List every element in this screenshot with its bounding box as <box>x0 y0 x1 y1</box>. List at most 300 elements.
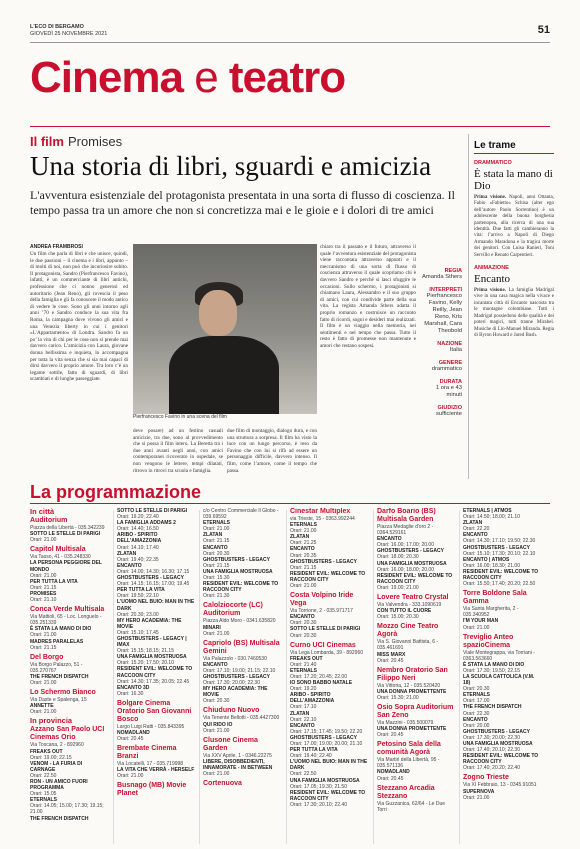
cinema-address: via Trieste, 15 - 0363.992244 <box>290 516 355 522</box>
cinema-block <box>290 508 368 589</box>
listing-column <box>377 508 455 844</box>
cinema-address: Via XI Febbraio, 13 - 0345.91051 <box>463 782 537 789</box>
film-times: Orari: 14.30; 17.10; 19.50; 22.30 <box>463 538 536 545</box>
cinema-name: Cortenuova <box>203 780 242 788</box>
film-title: ETERNALS <box>463 692 490 699</box>
film-times: Orari: 17.30; 20.10; 22.40 <box>290 801 347 808</box>
column-1-text: Un film che parla di libri e che unisce, quindi, le due passioni – il cinema e i libri, appunto – di molti di noi, non può che incuriosire subito. Il protagonista, Sandro (Pierfrancesco Favino), infatti, è un commerciante di libri antichi, professione che ci nonno generosi ed autoritario (Jean Reno), gli rovescia il peso della famiglia e gli fa conoscere il modo antico di vedere le cose. Sono gli anni intorno agli anni ’70 e Sandro conduce la sua vita fra Roma, la campagna dove vivono gli amici e una Venezia liberty in cui i genitori «L’Appartamento» di Londra. Sandro fa un po’ la vita di chi per le cose non si prende mai davvero carico. L’amicizia con Laura, giovane donna bellissima e inquieta, lo accompagna per tutta la vita senza che si sia mai capaci di dirsi davvero il proprio amore. Tra loro c’è un legame sottile, fatto di sguardi, di libri scambiati e di lunghe passeggiate. <box>30 251 128 383</box>
film-title: GHOSTBUSTERS - LEGACY <box>377 548 444 555</box>
sidebar-item-body: La famiglia Madrigal vive in una casa magica nella vivace e incantata città di Encanto nascosta tra le montagne colombiane. Tutti i Madrigal possiedono delle qualità e dei poteri magici, tutti tranne Mirabel. Musiche di Lin-Manuel Miranda. Regia di Byron Howard e Jared Bush. <box>474 288 555 338</box>
film-title: L'UOMO NEL BUIO: MAN IN THE DARK <box>117 599 195 612</box>
film-times: Orari: 20.30 <box>290 632 317 639</box>
film-title: UNA FAMIGLIA MOSTRUOSA <box>377 560 447 567</box>
film-title: ENCANTO 3D <box>117 684 150 691</box>
film-title: RESIDENT EVIL: WELCOME TO RACCOON CITY <box>463 753 539 766</box>
film-times: Orari: 22.30 <box>463 710 490 717</box>
cinema-block <box>377 667 455 701</box>
article-column-3 <box>227 428 317 473</box>
area-heading: In città <box>30 508 55 516</box>
film-times: Orari: 20.35 <box>290 552 317 559</box>
sidebar-item-body: Napoli, anni Ottanta, Fabio «Fabietto» Schisa (alter ego dell’autore Paolo Sorrentino) è un adolescente della buona borghesia partenopea, alla ricerca di una sua identità. Due fatti gli cambieranno la vita: l’arrivo a Napoli di Diego Armando Maradona e la tragica morte dei genitori. Con Luisa Ranieri, Toni Servillo e Renato Carpentieri. <box>474 195 554 258</box>
film-times: Orari: 15.05 <box>30 791 57 798</box>
film-title: ARIBO - SPIRITO DELL'AMAZZONIA <box>290 692 335 705</box>
cinema-block <box>377 741 455 781</box>
film-times: Orari: 19.20 <box>290 686 317 693</box>
film-times: Orari: 19.00; 22.15 <box>30 754 72 761</box>
film-times: Orari: 21.00 <box>203 526 230 533</box>
film-times: Orari: 17.00; 19.00; 20.00; 21.10 <box>290 741 363 747</box>
cinema-address: Via Guzzanica, 62/64 - Le Due Torri <box>377 800 446 813</box>
credit-value: drammatico <box>431 366 462 372</box>
cinema-block <box>203 780 281 788</box>
cinema-block <box>203 508 281 599</box>
film-title: PER TUTTA LA VITA <box>290 747 338 754</box>
film-title: È STATA LA MANO DI DIO <box>463 661 525 668</box>
film-times: Orari: 21.00 <box>463 794 490 801</box>
photo-caption: Pierfrancesco Favino in una scena del film <box>133 414 227 420</box>
film-times: Orari: 20.45 <box>377 775 404 782</box>
cinema-name: Bolgare Cinema Oratorio San Giovanni Bosco <box>117 699 192 723</box>
film-times: Orari: 14.10; 17.40 <box>117 544 159 551</box>
credit-label: REGIA <box>444 268 462 274</box>
section-word-teatro: teatro <box>228 53 346 102</box>
cinema-block <box>377 623 455 663</box>
film-times: Orari: 21.00 <box>30 632 57 639</box>
film-title: ETERNALS <box>290 522 317 529</box>
section-word-e: e <box>194 53 218 102</box>
cinema-address: Via Valvendra - 333.1090619 <box>377 602 442 609</box>
credit-value: 1 ora e 43 minuti <box>435 385 462 398</box>
sidebar-item-lead: Prima visione. <box>474 195 507 200</box>
issue-date: GIOVEDÌ 25 NOVEMBRE 2021 <box>30 31 108 37</box>
cinema-address: Via Palazzolo - 030.7460530 <box>203 655 267 662</box>
film-times: Orari: 21.00 <box>203 771 230 777</box>
cinema-name: Cinestar Multiplex <box>290 508 351 515</box>
cinema-block <box>117 700 195 742</box>
film-times: Orari: 21.15 <box>30 644 57 651</box>
film-title: RESIDENT EVIL: WELCOME TO RACCOON CITY <box>203 581 279 594</box>
film-title: PER TUTTA LA VITA <box>30 578 78 585</box>
film-title: IO SONO BABBO NATALE <box>290 680 353 687</box>
film-times: Orari: 21.00 <box>203 630 230 637</box>
programmazione-rule <box>30 503 550 504</box>
cinema-name: Auditorium <box>30 517 68 525</box>
film-title: NOMADLAND <box>117 730 150 736</box>
credit-value: Amanda Sthers <box>422 274 462 280</box>
film-times: Orari: 21.15 <box>290 564 317 571</box>
film-title: PER TUTTA LA VITA <box>117 587 165 594</box>
sidebar-divider <box>468 134 469 479</box>
film-title: GHOSTBUSTERS - LEGACY <box>203 556 270 563</box>
cinema-address: Via Tenente Bellotti - 035.4427300 <box>203 715 280 722</box>
film-times: Orari: 17.05; 19.30; 21.50 <box>290 783 347 790</box>
film-times: Orari: 17.10 <box>290 704 317 711</box>
film-times: Orari: 21.10 <box>30 597 57 604</box>
film-times: Orari: 20.45 <box>377 732 404 739</box>
cinema-block <box>117 508 195 697</box>
film-title: GHOSTBUSTERS - LEGACY <box>463 544 530 551</box>
film-times: Orari: 16.00; 17.00; 20.00 <box>377 542 434 549</box>
film-title: SOTTO LE STELLE DI PARIGI <box>290 626 361 633</box>
sidebar-item-text <box>474 195 554 259</box>
cinema-address: Via Torrione, 2 - 035.971717 <box>290 608 353 615</box>
cinema-block <box>290 592 368 638</box>
cinema-address: Piazza Medaglie d'oro 2 - 0364.529161 <box>377 524 434 537</box>
cinema-address: Via Mattioli, 65 - Loc. Longuelo - 035.251339 <box>30 614 102 627</box>
film-title: GHOSTBUSTERS - LEGACY <box>463 728 530 735</box>
film-times: Orari: 17.30; 20.00; 22.30 <box>203 680 260 687</box>
film-times: Orari: 16.00; 18.00; 20.00 <box>377 566 434 573</box>
cinema-block <box>203 602 281 636</box>
cinema-address: Via S. Giovanni Battista, 6 - 035.461691 <box>377 639 439 652</box>
cinema-block <box>377 785 455 813</box>
film-title: NOMADLAND <box>377 769 410 776</box>
film-times: Orari: 15.00; 20.30 <box>377 614 419 621</box>
film-times: Orari: 20.30 <box>290 620 317 627</box>
article-column-1 <box>30 251 128 465</box>
cinema-name: Mozzo Cine Teatro Agorà <box>377 623 439 639</box>
film-times: Orari: 14.00; 14.30; 16.30; 17.15 <box>117 568 190 575</box>
cinema-address: Via Vittoria, 12 - 035.520420 <box>377 682 441 689</box>
cinema-address: Viale Montegrappa, via Torriani - 0363.563660 <box>463 649 535 662</box>
film-title: ENCANTO <box>377 536 402 543</box>
film-title: LA SCUOLA CATTOLICA (V.M. 18) <box>463 673 535 687</box>
sidebar-item-title: Encanto <box>474 273 511 286</box>
film-times: Orari: 15.10; 17.30; 20.10; 22.10 <box>463 550 536 557</box>
sidebar-heading: Le trame <box>474 140 554 154</box>
film-title: MY HERO ACADEMIA: THE MOVIE <box>203 686 268 699</box>
cinema-block <box>30 606 108 651</box>
film-times: Orari: 22.10 <box>290 716 317 723</box>
film-title: ZLATAN <box>463 520 483 527</box>
credit-label: INTERPRETI <box>429 287 462 293</box>
cinema-block <box>117 745 195 779</box>
film-times: Orari: 20.45 <box>377 657 404 664</box>
film-title: MADRES PARALELAS <box>30 638 84 645</box>
column-separator <box>286 510 287 844</box>
cinema-name: Chiuduno Nuovo <box>203 707 260 715</box>
cinema-name: Torre Boldone Sala Gamma <box>463 590 527 606</box>
film-title: RESIDENT EVIL: WELCOME TO RACCOON CITY <box>463 568 539 582</box>
sidebar-item-genre: ANIMAZIONE <box>474 265 509 272</box>
film-title: ANNETTE <box>30 703 54 710</box>
cinema-block <box>377 508 455 591</box>
film-title: RON - UN AMICO FUORI PROGRAMMA <box>30 779 88 792</box>
cinema-name: Capriolo (BS) Multisala Gemini <box>203 639 280 655</box>
film-times: Orari: 14.05; 15.00; 17.30; 19.15; 21.00 <box>30 803 104 816</box>
film-title: GHOSTBUSTERS - LEGACY <box>117 575 184 582</box>
film-times: Orari: 21.00 <box>30 572 57 579</box>
film-title: FREAKS OUT <box>290 655 323 662</box>
article-column-4 <box>320 244 416 466</box>
film-title: UNA FAMIGLIA MOSTRUOSA <box>203 568 273 575</box>
film-title: ZLATAN <box>290 710 310 717</box>
cinema-block <box>30 546 108 603</box>
credit-label: DURATA <box>439 379 462 385</box>
film-title: GHOSTBUSTERS - LEGACY | IMAX <box>117 635 187 649</box>
credit-label: GIUDIZIO <box>437 405 462 411</box>
film-times: Orari: 14.30; 17.35; 20.05; 22.45 <box>117 678 190 685</box>
column-separator <box>113 510 114 844</box>
article-photo <box>133 244 317 414</box>
film-times: Orari: 16.00; 18.30; 21.00 <box>463 562 520 569</box>
listing-column <box>30 508 108 844</box>
film-times: Orari: 21.15 <box>203 562 230 569</box>
film-times: Orari: 19.40; 22.40 <box>290 753 332 760</box>
cinema-block <box>203 640 281 705</box>
film-title: L'UOMO NEL BUIO: MAN IN THE DARK <box>290 759 368 772</box>
cinema-name: Busnago (MB) Movie Planet <box>117 782 187 798</box>
cinema-name: Clusone Cinema Garden <box>203 736 258 752</box>
film-times: Orari: 15.50; 17.40; 20.20; 22.50 <box>463 581 536 588</box>
film-title: UNA FAMIGLIA MOSTRUOSA <box>463 741 533 747</box>
cinema-name: Azzano San Paolo UCI Cinemas Orio <box>30 726 105 742</box>
film-title: MINARI <box>203 624 221 631</box>
cinema-address: c/o Centro Commerciale Il Globo - 039.69592 <box>203 508 279 521</box>
film-times: Orari: 20.30 <box>203 550 230 557</box>
sidebar-item-title: È stata la mano di Dio <box>474 168 553 192</box>
cinema-block <box>377 704 455 738</box>
cinema-name: Lo Schermo Bianco <box>30 689 96 697</box>
film-times: Orari: 17.10; 19.00; 21.15; 22.10 <box>203 667 276 674</box>
film-times: Orari: 14.15; 16.15; 17.00; 19.45 <box>117 581 190 588</box>
column-2-text: deve posare) ad un festino casuali amicizie, tra due, sono al provvedimento che si possa il film intero. La Beretta tra i due anni avanti negli anni, con amici contemporanei ricoverato in ospedale, se non vengono le lettere, tempi dilatati, ritrovo in ritrovi tra scuola e famiglia. <box>133 428 223 473</box>
film-times: Orari: 21.00 <box>30 537 57 544</box>
film-title: GHOSTBUSTERS - LEGACY <box>290 734 357 741</box>
kicker-label: Il film <box>30 134 64 149</box>
cinema-block <box>30 726 108 821</box>
cinema-address: Via Toscana, 2 - 892960 <box>30 742 84 749</box>
film-times: Orari: 22.50 <box>290 771 317 778</box>
cinema-block <box>463 634 541 772</box>
film-title: RESIDENT EVIL: WELCOME TO RACCOON CITY <box>377 572 453 585</box>
film-credits <box>420 262 462 418</box>
film-times: Orari: 14.50; 18.00; 21.10 <box>463 514 520 521</box>
column-separator <box>373 510 374 844</box>
article-subhead: L'avventura esistenziale del protagonista presentata in una sorta di flusso di coscienza. Il tempo passa tra un amore che non si concretizza mai e le gioie e i dolori di tre amici <box>30 188 456 217</box>
cinema-name: Nembro Oratorio San Filippo Neri <box>377 666 448 682</box>
film-times: Orari: 21.00 <box>290 583 317 590</box>
film-title: UNA FAMIGLIA MOSTRUOSA <box>117 654 187 661</box>
cinema-block <box>290 642 368 808</box>
film-title: ENCANTO <box>463 532 488 539</box>
film-title: ZLATAN <box>117 550 137 557</box>
film-times: Orari: 22.20 <box>463 526 490 533</box>
film-title: THE FRENCH DISPATCH <box>30 815 89 822</box>
sidebar-item-text <box>474 288 554 339</box>
film-times: Orari: 21.15 <box>30 584 57 591</box>
film-title: GHOSTBUSTERS - LEGACY <box>290 558 357 565</box>
sidebar-item <box>474 160 554 259</box>
film-times: Orari: 19.20; 22.40 <box>117 514 159 521</box>
film-title: ARIBO - SPIRITO DELL'AMAZZONIA <box>117 532 162 545</box>
film-title: I'M YOUR MAN <box>463 618 499 625</box>
film-times: Orari: 19.40; 22.35 <box>117 556 159 563</box>
film-title: UNA DONNA PROMETTENTE <box>377 688 447 695</box>
film-times: Orari: 16.30 <box>117 690 144 697</box>
listing-column <box>290 508 368 844</box>
film-title: ZLATAN <box>290 534 310 541</box>
cinema-address: Via XXV Aprile, 1 - 0346.22275 <box>203 752 272 759</box>
film-title: ETERNALS <box>290 667 317 674</box>
listing-column <box>203 508 281 844</box>
area-heading: In provincia <box>30 716 73 726</box>
cinema-address: Via Mazzini - 035.500079 <box>377 719 434 726</box>
cinema-address: Via Locatelli, 17 - 035.719998 <box>117 761 184 768</box>
film-times: Orari: 20.30 <box>463 686 490 693</box>
film-title: SOTTO LE STELLE DI PARIGI <box>30 531 101 538</box>
film-title: ENCANTO <box>203 661 228 668</box>
credit-value: Pierfrancesco Favino, Kelly Reilly, Jean Reno, Kris Marshall, Cara Theobold <box>424 293 462 334</box>
cinema-block <box>463 590 541 630</box>
film-times: Orari: 21.00 <box>30 709 57 716</box>
film-title: ENCANTO <box>463 716 488 723</box>
photo-figure-body <box>169 336 279 414</box>
film-title: ETERNALS | ATMOS <box>463 508 512 514</box>
cinema-address: Via Daste e Spalenga, 15 <box>30 697 87 704</box>
film-title: LA PERSONA PEGGIORE DEL MONDO <box>30 560 102 573</box>
top-rule <box>30 42 550 43</box>
masthead <box>30 24 107 38</box>
cinema-name: Petosino Sala della comunità Agorà <box>377 741 441 757</box>
cinema-name: Osio Sopra Auditorium San Zeno <box>377 703 454 719</box>
film-times: Orari: 19.00; 21.00 <box>377 584 419 591</box>
cinema-address: Via Lega Lombarda, 39 - 892960 <box>290 649 364 656</box>
film-times: Orari: 17.30; 19.50; 22.15 <box>463 667 520 674</box>
film-title: PROMISES <box>30 590 57 597</box>
cinema-name: Lovere Teatro Crystal <box>377 594 449 602</box>
film-times: Orari: 21.25 <box>290 540 317 547</box>
section-word-cinema: Cinema <box>30 53 183 102</box>
sidebar-trame <box>474 140 554 339</box>
cinema-address: Via Santa Margherita, 2 - 035.340952 <box>463 606 519 619</box>
film-title: ETERNALS <box>30 797 57 804</box>
cinema-block <box>463 774 541 800</box>
sidebar-item-genre: DRAMMATICO <box>474 160 512 166</box>
cinema-name: Capitol Multisala <box>30 546 86 554</box>
film-times: Orari: 20.00 <box>463 722 490 729</box>
film-times: Orari: 21.40 <box>290 661 317 668</box>
programmazione-title: La programmazione <box>30 482 202 502</box>
film-title: UNA FAMIGLIA MOSTRUOSA <box>290 777 360 784</box>
listing-column <box>463 508 541 844</box>
film-times: Orari: 17.00 <box>463 698 490 705</box>
film-title: ENCANTO <box>290 546 315 553</box>
film-title: RESIDENT EVIL: WELCOME TO RACCOON CITY <box>290 570 366 583</box>
film-title: ZLATAN <box>203 532 223 539</box>
film-title: È STATA LA MANO DI DIO <box>30 626 92 633</box>
film-title: ENCANTO <box>203 544 228 551</box>
cinema-address: Via Tasso, 41 - 035.248330 <box>30 554 91 561</box>
film-title: GHOSTBUSTERS - LEGACY <box>203 673 270 680</box>
film-title: VENOM - LA FURIA DI CARNAGE <box>30 760 83 773</box>
film-title: LIBERE, DISOBBEDIENTI, INNAMORATE - IN BETWEEN <box>203 758 273 771</box>
cinema-name: Costa Volpino Iride Vega <box>290 592 354 608</box>
film-times: Orari: 17.40; 20.20; 22.40 <box>463 765 520 772</box>
film-times: Orari: 17.40; 20.10; 22.30 <box>463 747 520 754</box>
cinema-block <box>203 707 281 733</box>
cinema-address: Via Borgo Palazzo, 51 - 035.270767 <box>30 661 83 674</box>
film-title: MISS MARX <box>377 651 406 658</box>
column-3-text: due film di montaggio, dialogo dura, e con una struttura a sorpresa. Il film ha visto la luce con un lungo percorso, è reso da Favino che con lui si rifà ad essere un personaggio difficile, davvero intenso. Il film, come l’amore, come il tempo che passa. <box>227 428 317 473</box>
cinema-block <box>117 782 195 798</box>
article-headline: Una storia di libri, sguardi e amicizia <box>30 151 432 181</box>
column-4-text: chiaro tra il passato e il futuro, attraverso il quale l’avventura esistenziale del protagonista viene raccontata attraverso appunti e il meccanismo di una sorta di flusso di coscienza attraverso il quale scopriamo chi è davvero Sandro e perché si lasci sfuggire le occasioni. Sullo schermo, i protagonisti si chiamano Laura, Alessandro e il suo gruppo di amici, con cui condivide parte della sua vita. La regista Amanda Sthers adatta il proprio romanzo e costruisce un racconto fatto di ricordi, sogni e desideri mai realizzati. Il film è un viaggio nella memoria, nei sentimenti e nel tempo che passa. Tutto il resto è fatto di promesse non mantenute e amori che restano sospesi. <box>320 244 416 349</box>
film-times: Orari: 15.15; 18.15; 21.15 <box>117 648 174 655</box>
film-title: THE FRENCH DISPATCH <box>463 704 522 711</box>
film-times: Orari: 19.50; 22.10 <box>117 593 159 600</box>
film-title: QUI RIDO IO <box>203 721 233 728</box>
cinema-block <box>30 689 108 715</box>
article-column-2 <box>133 428 223 473</box>
cinema-address: Piazza della Libertà - 035.342239 <box>30 525 105 532</box>
film-title: LA VITA CHE VERRÀ - HERSELF <box>117 767 195 774</box>
sidebar-item-lead: Prima visione. <box>474 288 506 294</box>
section-title <box>30 48 345 108</box>
film-times: Orari: 15.30; 21.00 <box>377 694 419 701</box>
cinema-name: Curno UCI Cinemas <box>290 641 356 649</box>
byline: ANDREA FRAMBROSI <box>30 244 83 250</box>
credit-value: sufficiente <box>436 411 462 417</box>
cinema-block <box>377 594 455 620</box>
cinema-name: Brembate Cinema Branzi <box>117 745 177 761</box>
credit-value: Italia <box>449 347 462 353</box>
page-number: 51 <box>537 24 550 36</box>
film-times: Orari: 21.00 <box>463 624 490 631</box>
film-times: Orari: 15.20; 17.50; 20.10 <box>117 660 174 667</box>
credit-label: NAZIONE <box>437 341 462 347</box>
film-times: Orari: 21.00 <box>203 727 230 734</box>
film-times: Orari: 21.00 <box>117 773 144 780</box>
film-title: LA FAMIGLIA ADDAMS 2 <box>117 520 176 527</box>
column-separator <box>459 510 460 844</box>
cinema-block <box>203 737 281 777</box>
film-title: THE FRENCH DISPATCH <box>30 673 89 680</box>
film-title: RESIDENT EVIL: WELCOME TO RACCOON CITY <box>290 789 366 802</box>
film-title: MY HERO ACADEMIA: THE MOVIE <box>117 617 182 630</box>
listing-column <box>117 508 195 844</box>
film-times: Orari: 21.00 <box>290 528 317 535</box>
film-times: Orari: 18.00; 20.30 <box>377 554 419 561</box>
film-times: Orari: 17.20; 20.45; 22.00 <box>290 673 347 680</box>
cinema-name: Zogno Trieste <box>463 774 509 782</box>
film-times: Orari: 14.40; 16.50 <box>117 526 159 533</box>
film-title: ETERNALS <box>203 520 230 527</box>
photo-figure-face <box>199 290 237 336</box>
kicker-sub: Promises <box>67 134 123 149</box>
cinema-name: Treviglio Anteo spazioCinema <box>463 633 514 649</box>
column-separator <box>199 510 200 844</box>
film-title: ENCANTO <box>290 614 315 621</box>
film-times: Orari: 15.30 <box>203 575 230 582</box>
cinema-address: Largo Luigi Ratti - 035.843395 <box>117 723 185 730</box>
film-times: Orari: 22.50 <box>30 772 57 779</box>
film-times: Orari: 17.15; 17.45; 19.50; 22.20 <box>290 728 363 735</box>
film-times: Orari: 21.30 <box>203 593 230 600</box>
cinema-name: Conca Verde Multisala <box>30 606 105 614</box>
film-title: CON TUTTO IL CUORE <box>377 608 432 615</box>
film-title: SUPERNOVA <box>463 788 495 795</box>
film-title: SOTTO LE STELLE DI PARIGI <box>117 508 188 514</box>
film-times: Orari: 21.00 <box>30 679 57 686</box>
cinema-address: Piazza Aldo Moro - 0341.635820 <box>203 618 276 625</box>
cinema-block <box>463 508 541 587</box>
film-title: ENCANTO | ATMOS <box>463 556 510 563</box>
film-times: Orari: 21.15 <box>203 538 230 545</box>
article-kicker <box>30 134 122 149</box>
film-title: ENCANTO <box>117 562 142 569</box>
cinema-name: Calolziocorte (LC) Auditorium <box>203 602 263 618</box>
